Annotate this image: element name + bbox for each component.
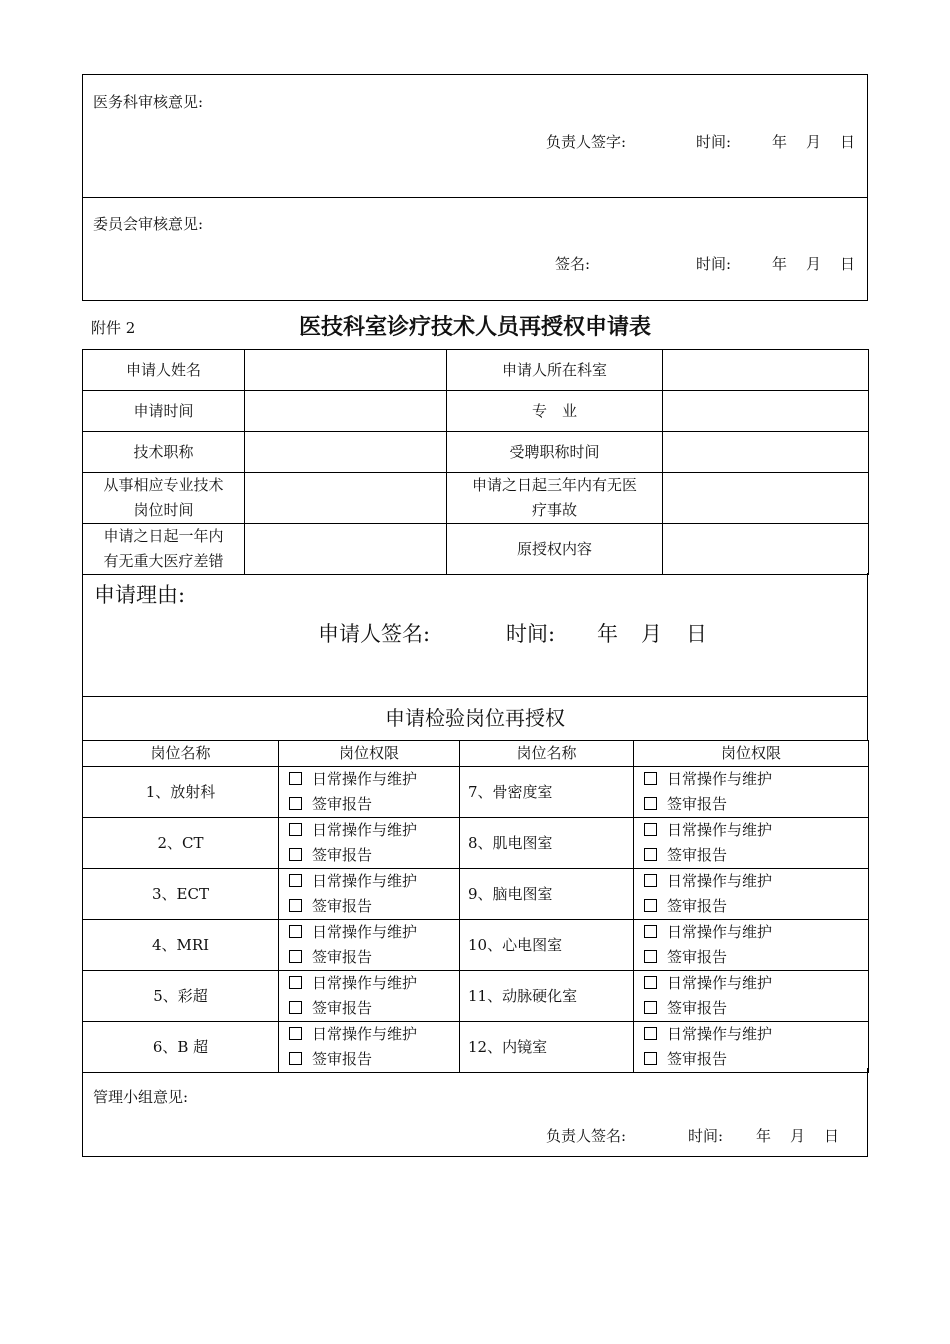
management-month: 月 (790, 1127, 806, 1145)
station-name-left: 4、MRI (83, 920, 279, 971)
checkbox-icon[interactable] (644, 797, 657, 810)
station-name-right: 12、内镜室 (460, 1022, 634, 1073)
committee-year: 年 (772, 255, 788, 273)
daily-operation-option[interactable] (644, 818, 868, 843)
checkbox-icon[interactable] (644, 874, 657, 887)
daily-operation-option[interactable] (289, 767, 459, 792)
orig-auth-label: 原授权内容 (447, 524, 663, 575)
option-label: 日常操作与维护 (312, 770, 418, 788)
option-label: 签审报告 (312, 999, 373, 1017)
management-year: 年 (756, 1127, 772, 1145)
checkbox-icon[interactable] (644, 772, 657, 785)
permissions-left-2 (279, 818, 460, 869)
table-row (83, 920, 869, 971)
apply-time-label: 申请时间 (83, 391, 245, 432)
station-name-left: 6、B 超 (83, 1022, 279, 1073)
station-name-right: 8、肌电图室 (460, 818, 634, 869)
management-time-label: 时间: (688, 1127, 724, 1145)
applicant-info-table (82, 349, 869, 575)
checkbox-icon[interactable] (644, 1001, 657, 1014)
checkbox-icon[interactable] (289, 1027, 302, 1040)
medical-review-label: 医务科审核意见: (93, 93, 204, 111)
checkbox-icon[interactable] (289, 874, 302, 887)
table-row (83, 971, 869, 1022)
station-name-left: 5、彩超 (83, 971, 279, 1022)
option-label: 日常操作与维护 (667, 770, 773, 788)
sign-report-option[interactable] (644, 894, 868, 919)
option-label: 签审报告 (667, 846, 728, 864)
option-label: 签审报告 (667, 897, 728, 915)
checkbox-icon[interactable] (644, 925, 657, 938)
daily-operation-option[interactable] (644, 767, 868, 792)
applicant-dept-label: 申请人所在科室 (447, 350, 663, 391)
daily-operation-option[interactable] (644, 971, 868, 996)
reason-box[interactable] (82, 573, 868, 697)
work-time-label: 从事相应专业技术 岗位时间 (83, 473, 245, 524)
checkbox-icon[interactable] (289, 1001, 302, 1014)
medical-day: 日 (840, 133, 856, 151)
no-accident-label: 申请之日起三年内有无医 疗事故 (447, 473, 663, 524)
sign-report-option[interactable] (289, 945, 459, 970)
option-label: 签审报告 (312, 897, 373, 915)
option-label: 日常操作与维护 (312, 821, 418, 839)
checkbox-icon[interactable] (644, 976, 657, 989)
reauth-header-text: 申请检验岗位再授权 (385, 706, 565, 730)
option-label: 签审报告 (312, 846, 373, 864)
table-row (83, 869, 869, 920)
checkbox-icon[interactable] (644, 848, 657, 861)
option-label: 日常操作与维护 (312, 872, 418, 890)
sign-report-option[interactable] (289, 843, 459, 868)
committee-sign-label: 签名: (555, 255, 591, 273)
table-row (83, 818, 869, 869)
hire-time-field[interactable] (663, 432, 869, 473)
no-accident-field[interactable] (663, 473, 869, 524)
management-sign-label: 负责人签名: (546, 1127, 627, 1145)
option-label: 日常操作与维护 (312, 1025, 418, 1043)
checkbox-icon[interactable] (644, 1027, 657, 1040)
option-label: 日常操作与维护 (667, 974, 773, 992)
permissions-right-2 (634, 818, 869, 869)
option-label: 签审报告 (312, 1050, 373, 1068)
sign-report-option[interactable] (644, 843, 868, 868)
permissions-left-6 (279, 1022, 460, 1073)
station-name-right: 9、脑电图室 (460, 869, 634, 920)
sign-report-option[interactable] (644, 996, 868, 1021)
daily-operation-option[interactable] (289, 818, 459, 843)
daily-operation-option[interactable] (289, 1022, 459, 1047)
tech-title-label: 技术职称 (83, 432, 245, 473)
option-label: 签审报告 (312, 795, 373, 813)
reauth-header (82, 696, 868, 741)
col-station-left: 岗位名称 (83, 741, 279, 767)
applicant-name-field[interactable] (245, 350, 447, 391)
orig-auth-field[interactable] (663, 524, 869, 575)
medical-year: 年 (772, 133, 788, 151)
medical-time-label: 时间: (696, 133, 732, 151)
daily-operation-option[interactable] (644, 920, 868, 945)
form-title: 医技科室诊疗技术人员再授权申请表 (298, 314, 651, 340)
checkbox-icon[interactable] (289, 925, 302, 938)
permissions-right-5 (634, 971, 869, 1022)
major-field[interactable] (663, 391, 869, 432)
option-label: 签审报告 (312, 948, 373, 966)
option-label: 签审报告 (667, 1050, 728, 1068)
management-label: 管理小组意见: (93, 1088, 189, 1106)
option-label: 签审报告 (667, 999, 728, 1017)
station-name-right: 7、骨密度室 (460, 767, 634, 818)
committee-month: 月 (806, 255, 822, 273)
checkbox-icon[interactable] (644, 823, 657, 836)
station-name-left: 1、放射科 (83, 767, 279, 818)
committee-review-label: 委员会审核意见: (93, 215, 204, 233)
checkbox-icon[interactable] (644, 899, 657, 912)
sign-report-option[interactable] (289, 894, 459, 919)
applicant-dept-field[interactable] (663, 350, 869, 391)
permissions-right-6 (634, 1022, 869, 1073)
daily-operation-option[interactable] (289, 920, 459, 945)
permissions-left-1 (279, 767, 460, 818)
reason-year: 年 (597, 622, 618, 646)
col-perm-right: 岗位权限 (634, 741, 869, 767)
sign-report-option[interactable] (644, 945, 868, 970)
daily-operation-option[interactable] (289, 971, 459, 996)
option-label: 日常操作与维护 (312, 974, 418, 992)
option-label: 签审报告 (667, 948, 728, 966)
station-name-left: 2、CT (83, 818, 279, 869)
management-box[interactable] (82, 1068, 868, 1157)
medical-sign-label: 负责人签字: (546, 133, 627, 151)
reauth-table (82, 740, 869, 1073)
checkbox-icon[interactable] (289, 848, 302, 861)
work-time-field[interactable] (245, 473, 447, 524)
no-error-label: 申请之日起一年内 有无重大医疗差错 (83, 524, 245, 575)
option-label: 日常操作与维护 (667, 872, 773, 890)
option-label: 日常操作与维护 (667, 821, 773, 839)
checkbox-icon[interactable] (644, 1052, 657, 1065)
committee-time-label: 时间: (696, 255, 732, 273)
applicant-name-label: 申请人姓名 (83, 350, 245, 391)
committee-day: 日 (840, 255, 856, 273)
daily-operation-option[interactable] (644, 869, 868, 894)
daily-operation-option[interactable] (289, 869, 459, 894)
col-station-right: 岗位名称 (460, 741, 634, 767)
daily-operation-option[interactable] (644, 1022, 868, 1047)
station-name-right: 11、动脉硬化室 (460, 971, 634, 1022)
divider (83, 197, 867, 198)
permissions-left-3 (279, 869, 460, 920)
option-label: 日常操作与维护 (667, 923, 773, 941)
reason-month: 月 (641, 622, 662, 646)
medical-month: 月 (806, 133, 822, 151)
checkbox-icon[interactable] (289, 950, 302, 963)
attachment-label: 附件 2 (91, 319, 136, 337)
option-label: 日常操作与维护 (667, 1025, 773, 1043)
checkbox-icon[interactable] (289, 823, 302, 836)
sign-report-option[interactable] (644, 792, 868, 817)
option-label: 日常操作与维护 (312, 923, 418, 941)
hire-time-label: 受聘职称时间 (447, 432, 663, 473)
sign-report-option[interactable] (289, 996, 459, 1021)
major-label: 专 业 (447, 391, 663, 432)
tech-title-field[interactable] (245, 432, 447, 473)
sign-report-option[interactable] (289, 792, 459, 817)
reason-day: 日 (686, 622, 707, 646)
permissions-right-1 (634, 767, 869, 818)
management-day: 日 (824, 1127, 840, 1145)
checkbox-icon[interactable] (644, 950, 657, 963)
no-error-field[interactable] (245, 524, 447, 575)
checkbox-icon[interactable] (289, 797, 302, 810)
permissions-right-4 (634, 920, 869, 971)
table-row (83, 767, 869, 818)
station-name-right: 10、心电图室 (460, 920, 634, 971)
checkbox-icon[interactable] (289, 899, 302, 912)
reason-sign-label: 申请人签名: (318, 622, 431, 646)
checkbox-icon[interactable] (289, 1052, 302, 1065)
checkbox-icon[interactable] (289, 976, 302, 989)
reason-time-label: 时间: (506, 622, 556, 646)
table-row (83, 1022, 869, 1073)
option-label: 签审报告 (667, 795, 728, 813)
station-name-left: 3、ECT (83, 869, 279, 920)
permissions-left-5 (279, 971, 460, 1022)
checkbox-icon[interactable] (289, 772, 302, 785)
apply-time-field[interactable] (245, 391, 447, 432)
reason-label: 申请理由: (94, 583, 186, 607)
permissions-left-4 (279, 920, 460, 971)
col-perm-left: 岗位权限 (279, 741, 460, 767)
permissions-right-3 (634, 869, 869, 920)
